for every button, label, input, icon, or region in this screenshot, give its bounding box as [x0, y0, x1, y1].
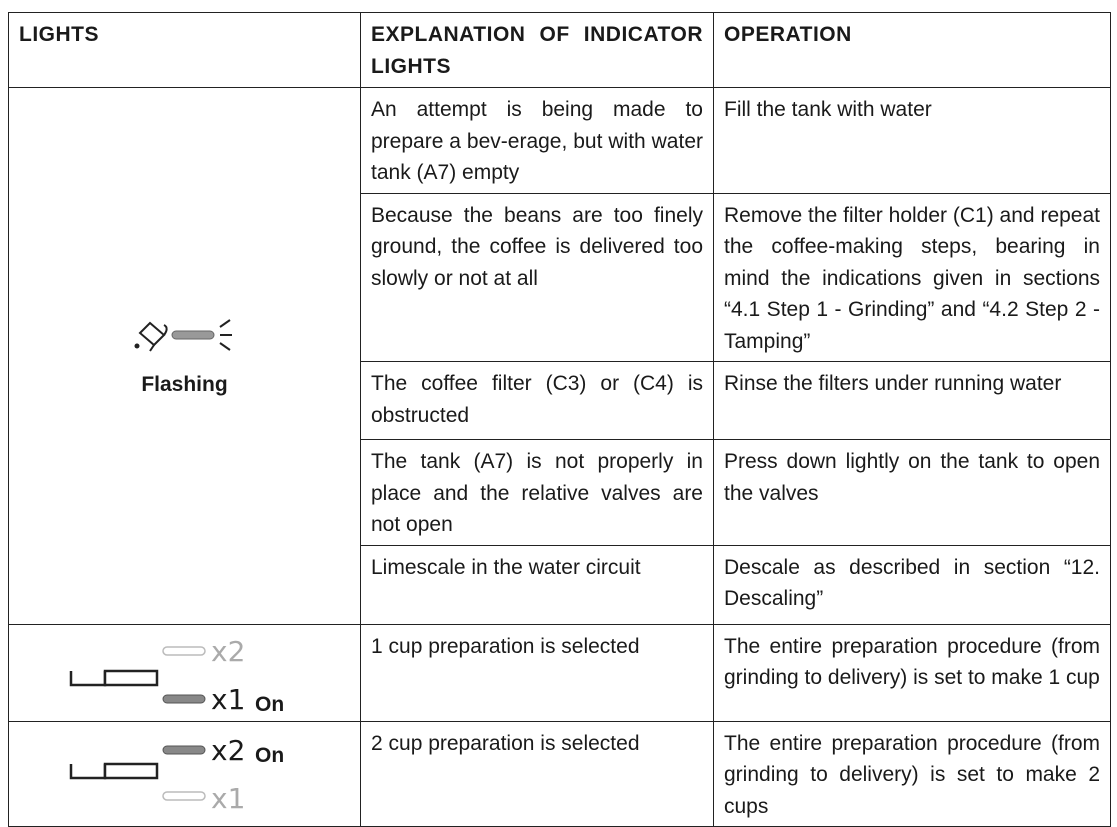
operation-cell: Descale as described in section “12. Descaling”: [714, 545, 1111, 624]
on-state-label: On: [254, 692, 284, 716]
on-state-label: On: [254, 743, 284, 767]
top-cup-label: x2: [210, 634, 245, 668]
explanation-cell: 1 cup preparation is selected: [361, 624, 714, 721]
explanation-cell: Limescale in the water circuit: [361, 545, 714, 624]
one-cup-light-cell: [9, 624, 361, 721]
explanation-cell: The tank (A7) is not properly in place and the relative valves are not open: [361, 440, 714, 546]
coffee-bean-flashing-icon: [120, 313, 250, 363]
two-cup-light-off: [163, 647, 205, 655]
header-lights: LIGHTS: [9, 13, 361, 88]
operation-cell: Remove the filter holder (C1) and repeat the coffee-making steps, bearing in mind the indications given in sections “4.1 Step 1 - Grinding” and “4.2 Step 2 - Tamping”: [714, 193, 1111, 362]
explanation-cell: 2 cup preparation is selected: [361, 721, 714, 827]
table-row: [9, 624, 1111, 721]
top-cup-label: x2: [210, 733, 245, 767]
bottom-cup-label: x1: [210, 682, 245, 716]
operation-cell: Press down lightly on the tank to open the valves: [714, 440, 1111, 546]
explanation-cell: Because the beans are too finely ground, the coffee is delivered too slowly or not at all: [361, 193, 714, 362]
indicator-lights-table: [8, 12, 1111, 827]
operation-cell: The entire preparation procedure (from grinding to delivery) is set to make 2 cups: [714, 721, 1111, 827]
operation-cell: Fill the tank with water: [714, 88, 1111, 194]
bottom-cup-label: x1: [210, 781, 245, 815]
two-cup-indicator-icon: [65, 732, 305, 818]
one-cup-light-off: [163, 792, 205, 800]
explanation-cell: The coffee filter (C3) or (C4) is obstructed: [361, 362, 714, 440]
one-cup-light-on: [163, 695, 205, 703]
two-cup-light-on: [163, 746, 205, 754]
table-row: [9, 721, 1111, 827]
header-operation: OPERATION: [714, 13, 1111, 88]
header-row: [9, 13, 1111, 88]
operation-cell: Rinse the filters under running water: [714, 362, 1111, 440]
flashing-light-cell: [9, 88, 361, 625]
one-cup-indicator-icon: [65, 631, 305, 717]
table-row: [9, 88, 1111, 194]
flashing-label: Flashing: [141, 373, 228, 396]
explanation-cell: An attempt is being made to prepare a bev-erage, but with water tank (A7) empty: [361, 88, 714, 194]
operation-cell: The entire preparation procedure (from grinding to delivery) is set to make 1 cup: [714, 624, 1111, 721]
header-explanation: EXPLANATION OF INDICATOR LIGHTS: [361, 13, 714, 88]
two-cup-light-cell: [9, 721, 361, 827]
